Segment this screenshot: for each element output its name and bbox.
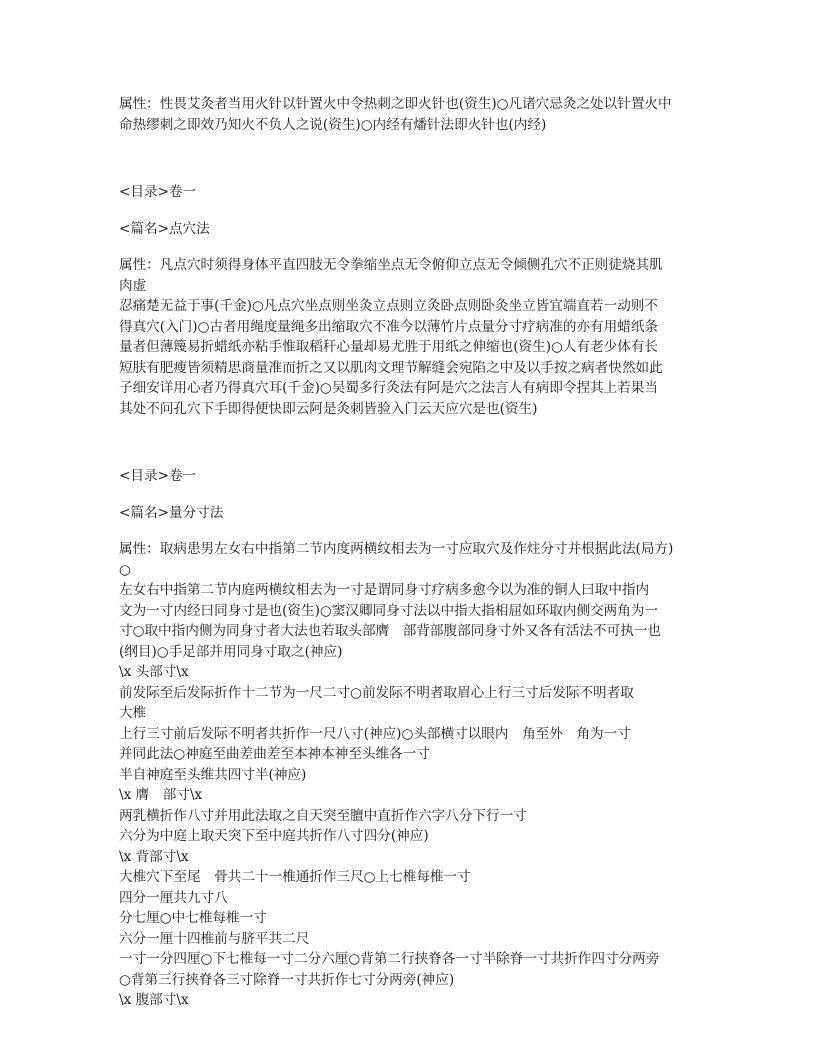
chapter-title: <篇名>点穴法 bbox=[119, 220, 210, 237]
text-line: 半自神庭至头维共四寸半(神应) bbox=[119, 766, 307, 783]
text-line: 属性：取病患男左女右中指第二节内度两横纹相去为一寸应取穴及作炷分寸并根据此法(局方) bbox=[119, 541, 674, 557]
text-line: 量者但薄篾易折蜡纸亦粘手惟取稻秆心量却易尤胜于用纸之伸缩也(资生)○人有老少体有长 bbox=[119, 339, 659, 355]
text-line: 寸○取中指内侧为同身寸者大法也若取头部膺 部背部腹部同身寸外又各有活法不可执一也 bbox=[119, 623, 662, 639]
text-line: 前发际至后发际折作十二节为一尺二寸○前发际不明者取眉心上行三寸后发际不明者取 bbox=[119, 684, 634, 701]
text-line: 并同此法○神庭至曲差曲差至本神本神至头维各一寸 bbox=[119, 746, 430, 762]
spacer bbox=[119, 523, 709, 539]
spacer bbox=[119, 239, 709, 255]
text-line: 大椎穴下至尾 骨共二十一椎通折作三尺○上七椎每椎一寸 bbox=[119, 869, 471, 885]
text-line: 短肤有肥瘦皆须精思商量准而折之又以肌肉文理节解缝会宛陷之中及以手按之病者快然如此 bbox=[119, 359, 663, 376]
spacer bbox=[119, 487, 709, 503]
text-line: 属性：凡点穴时须得身体平直四肢无令拳缩坐点无令俯仰立点无令倾侧孔穴不正则徒烧其肌 bbox=[119, 257, 663, 273]
text-line: 上行三寸前后发际不明者共折作一尺八寸(神应)○头部横寸以眼内 角至外 角为一寸 bbox=[119, 725, 631, 742]
section-measurement bbox=[119, 466, 709, 1011]
text-line: 六分为中庭上取天突下至中庭共折作八寸四分(神应) bbox=[119, 828, 429, 844]
spacer bbox=[119, 135, 709, 182]
catalog-heading: <目录>卷一 bbox=[119, 184, 197, 200]
spacer bbox=[119, 419, 709, 466]
text-line: 其处不问孔穴下手即得便快即云阿是灸刺皆验入门云天应穴是也(资生) bbox=[119, 400, 538, 417]
text-line: 命热缪刺之即效乃知火不负人之说(资生)○内经有燔针法即火针也(内经) bbox=[119, 116, 547, 133]
text-line: 子细安详用心者乃得真穴耳(千金)○吴蜀多行灸法有阿是穴之法言人有病即令捏其上若果当 bbox=[119, 380, 659, 396]
spacer bbox=[119, 203, 709, 219]
text-line: 得真穴(入门)○古者用绳度量绳多出缩取穴不准今以薄竹片点量分寸疗病准的亦有用蜡纸条 bbox=[119, 318, 659, 335]
text-line: 属性：性畏艾灸者当用火针以针置火中令热刺之即火针也(资生)○凡诸穴忌灸之处以针置火中 bbox=[119, 96, 672, 112]
text-line: 六分一厘十四椎前与脐平共二尺 bbox=[119, 930, 310, 947]
document-page bbox=[119, 94, 709, 1011]
text-line: 两乳横折作八寸并用此法取之自天突至膻中直折作六字八分下行一寸 bbox=[119, 807, 527, 824]
text-line: 肉虚 bbox=[119, 277, 147, 294]
subheading-chest: \x 膺 部寸\x bbox=[119, 787, 203, 803]
catalog-heading: <目录>卷一 bbox=[119, 468, 197, 484]
text-line: ○背第三行挟脊各三寸除脊一寸共折作七寸分两旁(神应) bbox=[119, 971, 455, 988]
text-line: 忍痛楚无益于事(千金)○凡点穴坐点则坐灸立点则立灸卧点则卧灸坐立皆宜端直若一动则不 bbox=[119, 298, 659, 314]
chapter-title: <篇名>量分寸法 bbox=[119, 504, 224, 521]
text-line: 分七厘○中七椎每椎一寸 bbox=[119, 910, 267, 926]
text-line: ○ bbox=[119, 561, 131, 578]
text-line: 四分一厘共九寸八 bbox=[119, 889, 228, 906]
text-line: 文为一寸内经曰同身寸是也(资生)○窦汉卿同身寸法以中指大指相屈如环取内侧交两角为一 bbox=[119, 602, 659, 619]
text-line: 大椎 bbox=[119, 705, 147, 721]
section-fire-needle bbox=[119, 94, 709, 135]
text-line: 一寸一分四厘○下七椎每一寸二分六厘○背第二行挟脊各一寸半除脊一寸共折作四寸分两旁 bbox=[119, 951, 660, 967]
section-point-locating bbox=[119, 182, 709, 419]
text-line: (纲目)○手足部并用同身寸取之(神应) bbox=[119, 643, 343, 660]
subheading-back: \x 背部寸\x bbox=[119, 848, 189, 865]
text-line: 左女右中指第二节内庭两横纹相去为一寸是谓同身寸疗病多愈今以为准的铜人曰取中指内 bbox=[119, 582, 650, 598]
subheading-head: \x 头部寸\x bbox=[119, 664, 189, 680]
subheading-abdomen: \x 腹部寸\x bbox=[119, 992, 189, 1008]
